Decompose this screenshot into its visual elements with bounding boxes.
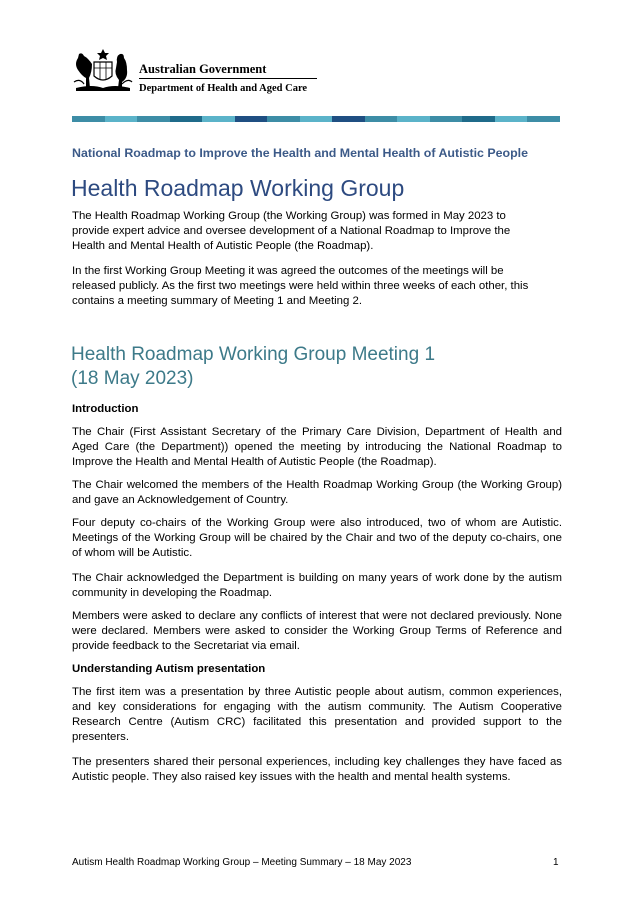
color-bar-segment	[300, 116, 333, 122]
color-bar-segment	[495, 116, 528, 122]
paragraph-experiences: The presenters shared their personal experiences, including key challenges they have faced as Autistic people. They also raised key issues with the health and mental health systems.	[72, 756, 562, 783]
autism-presentation-heading: Understanding Autism presentation	[72, 663, 266, 675]
color-bar-segment	[105, 116, 138, 122]
color-bar-segment	[332, 116, 365, 122]
page-title: Health Roadmap Working Group	[71, 175, 405, 201]
paragraph-conflicts: Members were asked to declare any conflicts of interest that were not declared previously. None were declared. Members were asked to consider the Working Group Terms of Reference and provide feedback to the Secretariat via email.	[72, 610, 562, 652]
page-number: 1	[553, 857, 559, 868]
header-divider	[139, 78, 317, 79]
intro-paragraph-1: The Health Roadmap Working Group (the Working Group) was formed in May 2023 to provide expert advice and oversee development of a National Roadmap to Improve the Health and Mental Health of Autistic People (the Roadmap).	[72, 210, 511, 252]
color-bar-segment	[137, 116, 170, 122]
color-bar-segment	[267, 116, 300, 122]
document-subtitle: National Roadmap to Improve the Health and Mental Health of Autistic People	[72, 146, 528, 160]
department-name: Department of Health and Aged Care	[139, 83, 308, 94]
page-footer: Autism Health Roadmap Working Group – Meeting Summary – 18 May 2023	[72, 857, 412, 868]
color-bar-segment	[235, 116, 268, 122]
header-color-bar	[72, 116, 560, 122]
paragraph-chair-opening: The Chair (First Assistant Secretary of the Primary Care Division, Department of Health and Aged Care (the Department)) opened the meeting by introducing the National Roadmap to Improve the Health and Mental Health of Autistic People (the Roadmap).	[72, 426, 562, 468]
paragraph-presentation: The first item was a presentation by three Autistic people about autism, common experiences, and key considerations for engaging with the autism community. The Autism Cooperative Research Centre (Autism CRC) facilitated this presentation and provided support to the presenters.	[72, 686, 562, 743]
color-bar-segment	[430, 116, 463, 122]
meeting-heading: Health Roadmap Working Group Meeting 1 (18 May 2023)	[71, 344, 436, 389]
government-name: Australian Government	[139, 62, 267, 76]
paragraph-acknowledgement: The Chair acknowledged the Department is building on many years of work done by the autism community in developing the Roadmap.	[72, 572, 562, 599]
introduction-heading: Introduction	[72, 403, 139, 415]
color-bar-segment	[397, 116, 430, 122]
color-bar-segment	[72, 116, 105, 122]
color-bar-segment	[202, 116, 235, 122]
paragraph-welcome: The Chair welcomed the members of the Health Roadmap Working Group (the Working Group) and gave an Acknowledgement of Country.	[72, 479, 562, 506]
color-bar-segment	[365, 116, 398, 122]
paragraph-deputy-chairs: Four deputy co-chairs of the Working Group were also introduced, two of whom are Autistic. Meetings of the Working Group will be chaired by the Chair and two of the deputy co-chairs, one of whom will be Autistic.	[72, 517, 562, 559]
intro-paragraph-2: In the first Working Group Meeting it was agreed the outcomes of the meetings will be released publicly. As the first two meetings were held within three weeks of each other, this contains a meeting summary of Meeting 1 and Meeting 2.	[72, 265, 529, 307]
coat-of-arms-icon	[72, 48, 134, 92]
color-bar-segment	[462, 116, 495, 122]
color-bar-segment	[527, 116, 560, 122]
color-bar-segment	[170, 116, 203, 122]
